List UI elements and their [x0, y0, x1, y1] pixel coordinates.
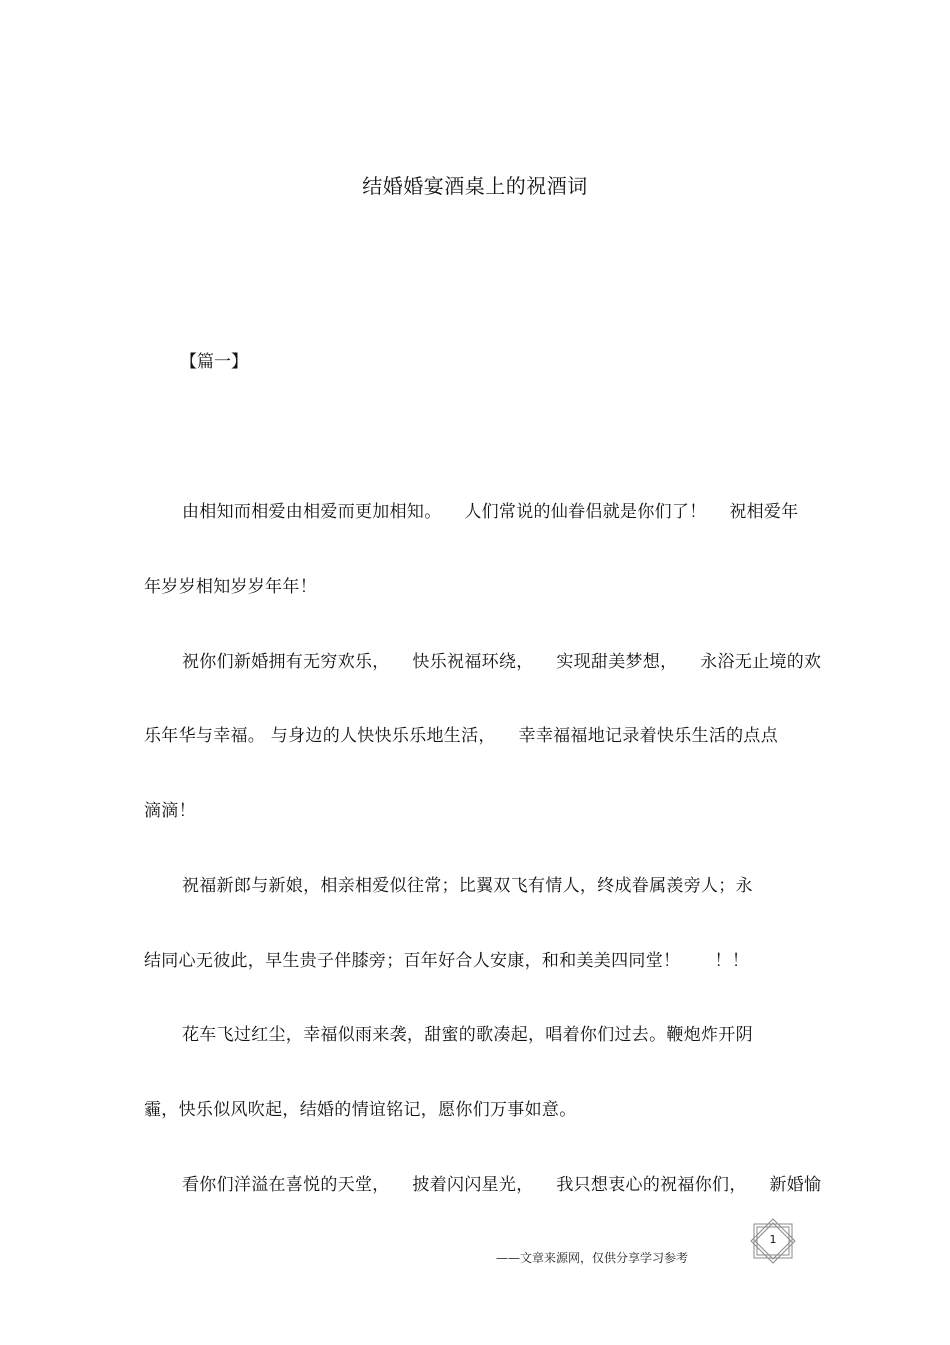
body-line-7: 结同心无彼此，早生贵子伴膝旁；百年好合人安康，和和美美四同堂！ ！！ — [144, 951, 750, 971]
footer-source-text: ——文章来源网，仅供分享学习参考 — [496, 1251, 689, 1265]
page-number-badge — [748, 1218, 798, 1264]
body-line-3: 祝你们新婚拥有无穷欢乐， 快乐祝福环绕， 实现甜美梦想， 永浴无止境的欢 — [182, 652, 822, 672]
body-line-5: 滴滴！ — [144, 801, 196, 821]
body-line-6: 祝福新郎与新娘，相亲相爱似往常；比翼双飞有情人，终成眷属羡旁人；永 — [182, 876, 753, 896]
section-label: 【篇一】 — [180, 352, 248, 372]
body-line-4: 乐年华与幸福。 与身边的人快快乐乐地生活， 幸幸福福地记录着快乐生活的点点 — [144, 726, 779, 746]
page-number: 1 — [769, 1233, 777, 1246]
body-line-1: 由相知而相爱由相爱而更加相知。 人们常说的仙眷侣就是你们了！ 祝相爱年 — [182, 502, 799, 522]
body-line-2: 年岁岁相知岁岁年年！ — [144, 577, 317, 597]
body-line-8: 花车飞过红尘，幸福似雨来袭，甜蜜的歌凑起，唱着你们过去。鞭炮炸开阴 — [182, 1025, 753, 1045]
body-line-9: 霾，快乐似风吹起，结婚的情谊铭记，愿你们万事如意。 — [144, 1100, 577, 1120]
body-line-10: 看你们洋溢在喜悦的天堂， 披着闪闪星光， 我只想衷心的祝福你们， 新婚愉 — [182, 1175, 822, 1195]
document-title: 结婚婚宴酒桌上的祝酒词 — [362, 174, 588, 198]
